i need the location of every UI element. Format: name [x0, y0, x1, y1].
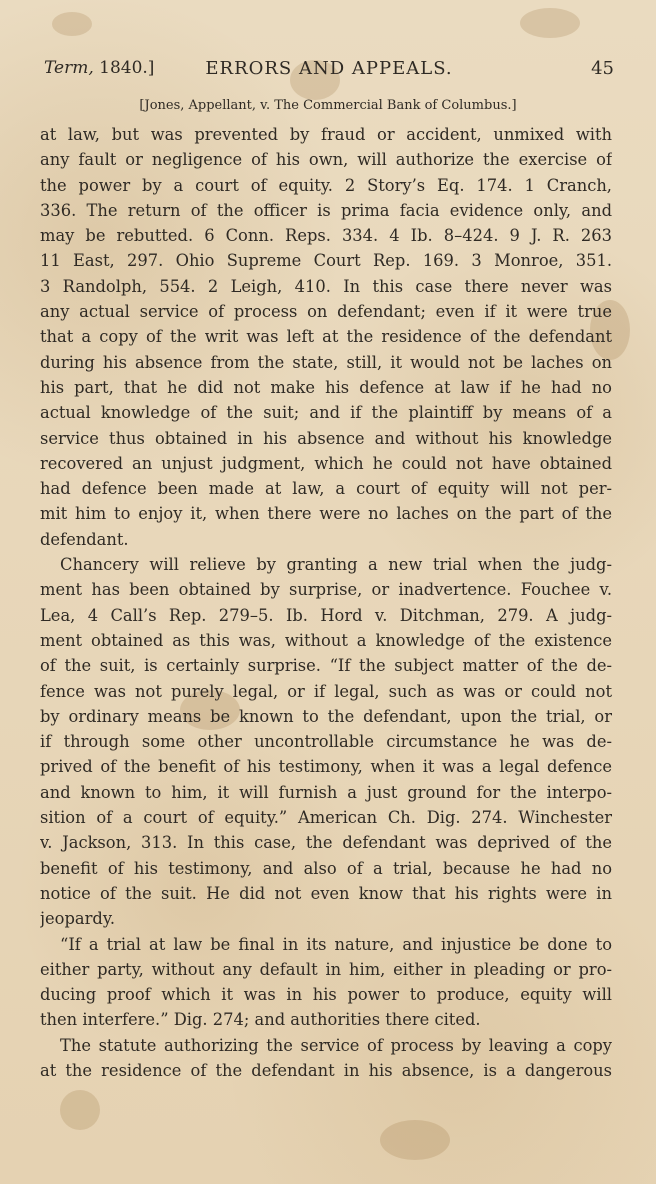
- stain: [380, 1120, 450, 1160]
- text-line: ment obtained as this was, without a knowledge of the existence: [40, 630, 612, 650]
- text-line: had defence been made at law, a court of equity will not per-: [40, 479, 612, 499]
- stain: [60, 1090, 100, 1130]
- text-line: that a copy of the writ was left at the residence of the defendant: [40, 327, 612, 347]
- page-number: 45: [591, 58, 614, 79]
- text-line: 11 East, 297. Ohio Supreme Court Rep. 169. 3 Monroe, 351.: [40, 251, 612, 271]
- stain: [520, 8, 580, 38]
- text-line: notice of the suit. He did not even know that his rights were in: [40, 883, 612, 903]
- text-line: recovered an unjust judgment, which he could not have obtained: [40, 453, 612, 473]
- text-line: then interfere.” Dig. 274; and authorities there cited.: [40, 1010, 481, 1030]
- text-line: the power by a court of equity. 2 Story’s Eq. 174. 1 Cranch,: [40, 175, 612, 195]
- text-line: ment has been obtained by surprise, or inadvertence. Fouchee v.: [40, 580, 612, 600]
- text-line: “If a trial at law be final in its nature, and injustice be done to: [60, 934, 612, 954]
- text-line: and known to him, it will furnish a just ground for the interpo-: [40, 782, 612, 802]
- text-line: service thus obtained in his absence and without his knowledge: [40, 428, 612, 448]
- running-header: [44, 58, 614, 84]
- text-line: any fault or negligence of his own, will authorize the exercise of: [40, 150, 612, 170]
- text-line: his part, that he did not make his defence at law if he had no: [40, 377, 612, 397]
- text-line: either party, without any default in him, either in pleading or pro-: [40, 959, 612, 979]
- text-line: any actual service of process on defendant; even if it were true: [40, 302, 612, 322]
- text-line: during his absence from the state, still, it would not be laches on: [40, 352, 612, 372]
- text-line: at law, but was prevented by fraud or accident, unmixed with: [40, 125, 612, 144]
- text-line: Chancery will relieve by granting a new trial when the judg-: [60, 555, 612, 575]
- header-title: ERRORS AND APPEALS.: [205, 58, 453, 79]
- text-line: Lea, 4 Call’s Rep. 279–5. Ib. Hord v. Ditchman, 279. A judg-: [40, 605, 612, 625]
- text-line: v. Jackson, 313. In this case, the defendant was deprived of the: [40, 833, 612, 853]
- case-caption: [Jones, Appellant, v. The Commercial Bank of Columbus.]: [139, 98, 517, 113]
- text-line: jeopardy.: [40, 909, 116, 929]
- stain: [52, 12, 92, 36]
- header-term: Term, 1840.]: [44, 58, 155, 78]
- text-line: defendant.: [40, 529, 129, 549]
- text-line: sition of a court of equity.” American Ch. Dig. 274. Winchester: [40, 808, 612, 828]
- text-line: The statute authorizing the service of process by leaving a copy: [60, 1035, 612, 1055]
- text-line: 3 Randolph, 554. 2 Leigh, 410. In this case there never was: [40, 276, 612, 296]
- text-line: mit him to enjoy it, when there were no laches on the part of the: [40, 504, 612, 524]
- body-text: [40, 122, 612, 1083]
- text-line: benefit of his testimony, and also of a trial, because he had no: [40, 858, 612, 878]
- text-line: 336. The return of the officer is prima facia evidence only, and: [40, 200, 612, 220]
- text-line: ducing proof which it was in his power to produce, equity will: [40, 985, 612, 1005]
- text-line: fence was not purely legal, or if legal, such as was or could not: [40, 681, 612, 701]
- text-line: of the suit, is certainly surprise. “If the subject matter of the de-: [40, 656, 612, 676]
- text-line: may be rebutted. 6 Conn. Reps. 334. 4 Ib. 8–424. 9 J. R. 263: [40, 226, 612, 246]
- text-line: if through some other uncontrollable circumstance he was de-: [40, 732, 612, 752]
- text-line: at the residence of the defendant in his absence, is a dangerous: [40, 1060, 612, 1080]
- text-line: by ordinary means be known to the defendant, upon the trial, or: [40, 706, 612, 726]
- text-line: prived of the benefit of his testimony, when it was a legal defence: [40, 757, 612, 777]
- text-line: actual knowledge of the suit; and if the plaintiff by means of a: [40, 403, 612, 423]
